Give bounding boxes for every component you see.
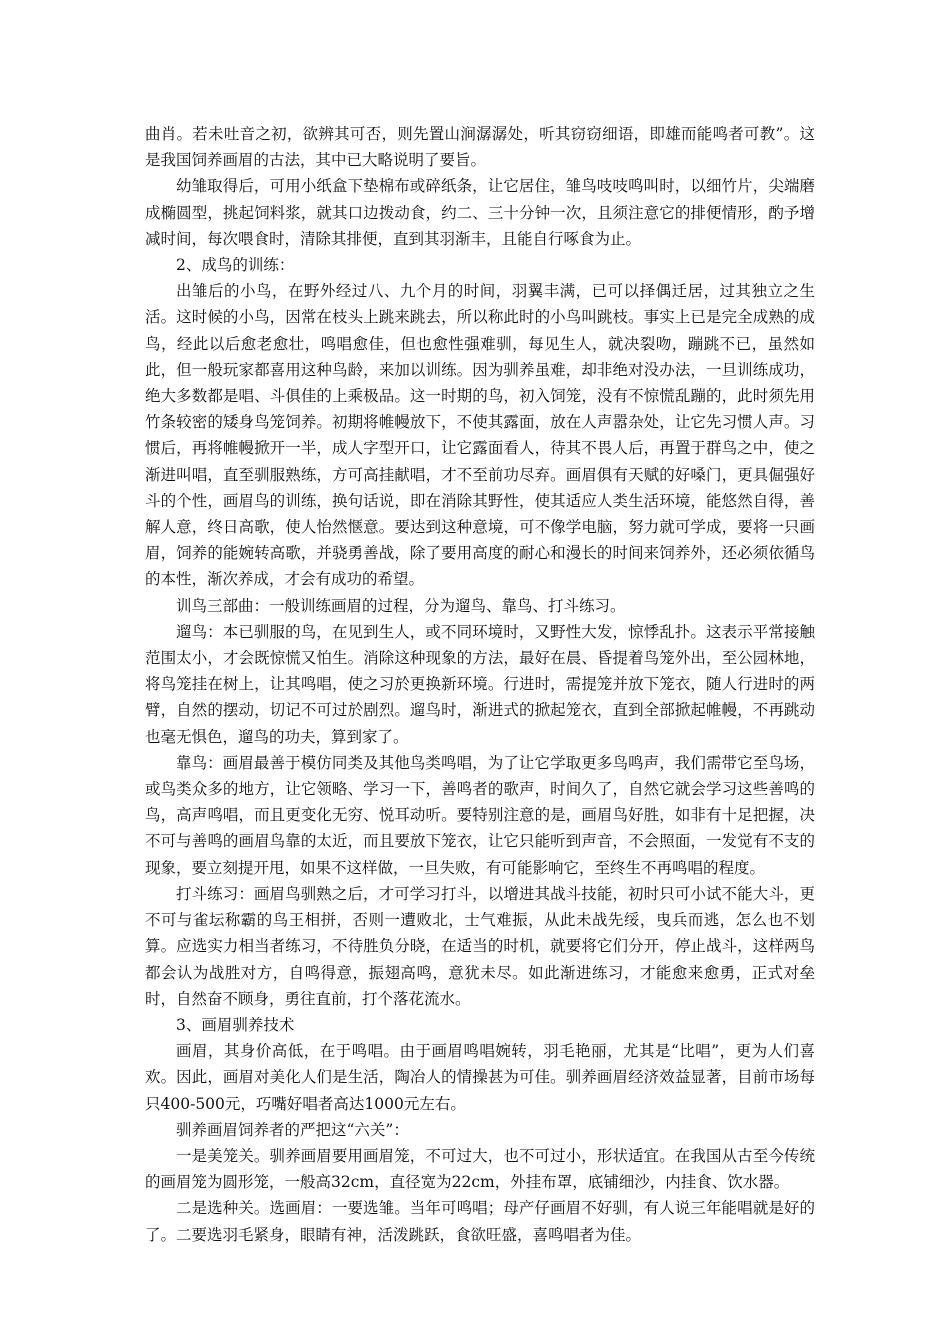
paragraph-six-checks: 驯养画眉饲养者的严把这“六关”： [176,1120,409,1139]
paragraph-chick-feeding: 幼雏取得后，可用小纸盒下垫棉布或碎纸条，让它居住，雏鸟吱吱鸣叫时，以细竹片，尖端磨成椭圆型，挑起饲料浆，就其口边拨动食，约二、三十分钟一次，且须注意它的排便情形，酌予增减时间，每次喂食时，清除其排便，直到其羽渐丰，且能自行啄食为止。 [145,177,815,248]
paragraph-value: 画眉，其身价高低，在于鸣唱。由于画眉鸣唱婉转，羽毛艳丽，尤其是“比唱”，更为人们喜欢。因此，画眉对美化人们是生活，陶冶人的情操甚为可佳。驯养画眉经济效益显著，目前市场每只400-500元，巧嘴好唱者高达1000元左右。 [145,1042,815,1113]
paragraph-imitation: 靠鸟：画眉最善于模仿同类及其他鸟类鸣唱，为了让它学取更多鸟鸣声，我们需带它至鸟场，或鸟类众多的地方，让它领略、学习一下，善鸣者的歌声，时间久了，自然它就会学习这些善鸣的鸟，高声鸣唱，而且更变化无穷、悦耳动听。要特别注意的是，画眉鸟好胜，如非有十足把握，决不可与善鸣的画眉鸟靠的太近，而且要放下笼衣，让它只能听到声音，不会照面，一发觉有不支的现象，要立刻提开甩，如果不这样做，一旦失败，有可能影响它，至终生不再鸣唱的程度。 [145,753,815,877]
paragraph-cage: 一是美笼关。驯养画眉要用画眉笼，不可过大，也不可过小，形状适宜。在我国从古至今传统的画眉笼为圆形笼，一般高32cm，直径宽为22cm，外挂布罩，底铺细沙，内挂食、饮水器。 [145,1146,815,1192]
section-heading-adult-training: 2、成鸟的训练： [176,256,295,275]
paragraph-fighting-practice: 打斗练习：画眉鸟驯熟之后，才可学习打斗，以增进其战斗技能，初时只可小试不能大斗，更不可与雀坛称霸的鸟王相拼，否则一遭败北，士气难振，从此未战先绥，曳兵而逃，怎么也不划算。应选实力相当者练习，不待胜负分晓，在适当的时机，就要将它们分开，停止战斗，这样两鸟都会认为战胜对方，自鸣得意，振翅高鸣，意犹未尽。如此渐进练习，才能愈来愈勇，正式对垒时，自然奋不顾身，勇往直前，打个落花流水。 [145,884,815,1008]
document-page [145,121,815,1248]
paragraph-walking-bird: 遛鸟：本已驯服的鸟，在见到生人，或不同环境时，又野性大发，惊悸乱扑。这表示平常接触范围太小，才会既惊慌又怕生。消除这种现象的方法，最好在晨、昏提着鸟笼外出，至公园林地，将鸟笼挂在树上，让其鸣唱，使之习於更换新环境。行进时，需提笼并放下笼衣，随人行进时的两臂，自然的摆动，切记不可过於剧烈。遛鸟时，渐进式的掀起笼衣，直到全部掀起帷幔，不再跳动也毫无惧色，遛鸟的功夫，算到家了。 [145,622,815,746]
section-heading-training-technique: 3、画眉驯养技术 [176,1015,295,1034]
paragraph-selection: 二是选种关。选画眉：一要选雏。当年可鸣唱；母产仔画眉不好驯，有人说三年能唱就是好的了。二要选羽毛紧身，眼睛有神，活泼跳跃，食欲旺盛，喜鸣唱者为佳。 [145,1199,815,1244]
paragraph-adult-bird: 出雏后的小鸟，在野外经过八、九个月的时间，羽翼丰满，已可以择偶迁居，过其独立之生活。这时候的小鸟，因常在枝头上跳来跳去，所以称此时的小鸟叫跳枝。事实上已是完全成熟的成鸟，经此以后愈老愈壮，鸣唱愈佳，但也愈性强难驯，每见生人，就决裂吻，蹦跳不已，虽然如此，但一般玩家都喜用这种鸟龄，来加以训练。因为驯养虽难，却非绝对没办法，一旦训练成功，绝大多数都是唱、斗俱佳的上乘极品。这一时期的鸟，初入饲笼，没有不惊慌乱蹦的，此时须先用竹条较密的矮身鸟笼饲养。初期将帷幔放下，不使其露面，放在人声嚣杂处，让它先习惯人声。习惯后，再将帷幔掀开一半，成人字型开口，让它露面看人，待其不畏人后，再置于群鸟之中，使之渐进叫唱，直至驯服熟练，方可高挂献唱，才不至前功尽弃。画眉俱有天赋的好嗓门，更具倔强好斗的个性，画眉鸟的训练，换句话说，即在消除其野性，使其适应人类生活环境，能悠然自得，善解人意，终日高歌，使人怡然惬意。要达到这种意境，可不像学电脑，努力就可学成，要将一只画眉，饲养的能婉转高歌，并骁勇善战，除了要用高度的耐心和漫长的时间来饲养外，还必须依循鸟的本性，渐次养成，才会有成功的希望。 [145,282,815,589]
paragraph-continuation: 曲肖。若未吐音之初，欲辨其可否，则先置山涧潺潺处，听其窃窃细语，即雄而能鸣者可教”。这是我国饲养画眉的古法，其中已大略说明了要旨。 [145,125,815,170]
paragraph-three-steps: 训鸟三部曲：一般训练画眉的过程，分为遛鸟、靠鸟、打斗练习。 [176,596,626,615]
